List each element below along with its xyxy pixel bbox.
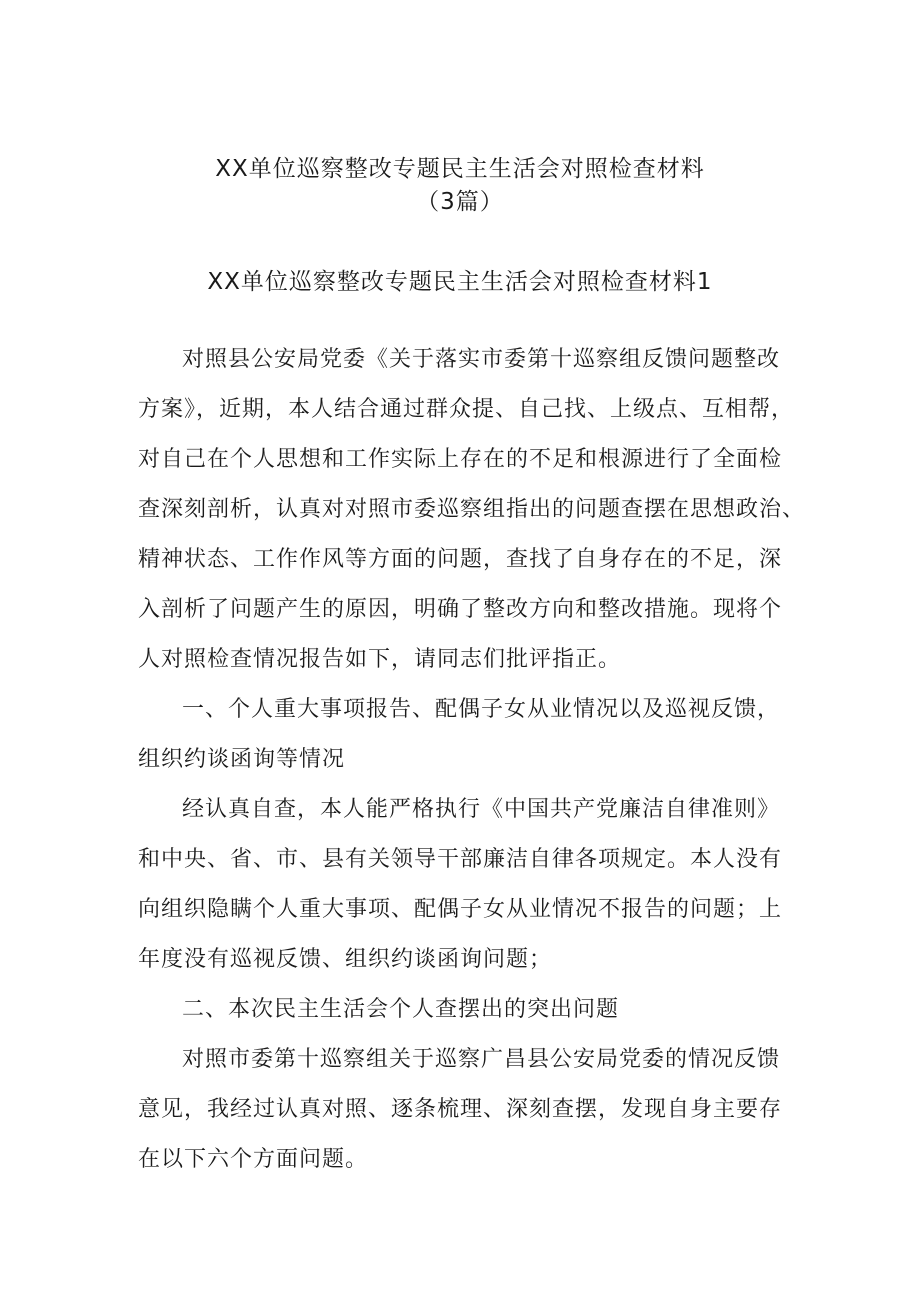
paragraph-line: 人对照检查情况报告如下，请同志们批评指正。: [138, 647, 622, 672]
document-title-line-1: XX单位巡察整改专题民主生活会对照检查材料: [215, 156, 705, 182]
paragraph-line: 向组织隐瞒个人重大事项、配偶子女从业情况不报告的问题；上: [138, 897, 783, 922]
paragraph-line: 在以下六个方面问题。: [138, 1147, 369, 1172]
document-body: [138, 335, 806, 1185]
paragraph-line: 二、本次民主生活会个人查摆出的突出问题: [182, 997, 620, 1022]
paragraph-line: 对照县公安局党委《关于落实市委第十巡察组反馈问题整改: [182, 347, 781, 372]
document-title: [0, 153, 920, 219]
subheading-one: [138, 685, 790, 785]
paragraph-line: 意见，我经过认真对照、逐条梳理、深刻查摆，发现自身主要存: [138, 1097, 783, 1122]
paragraph-line: 年度没有巡视反馈、组织约谈函询问题；: [138, 947, 553, 972]
paragraph-line: 组织约谈函询等情况: [138, 747, 346, 772]
paragraph-line: 入剖析了问题产生的原因，明确了整改方向和整改措施。现将个: [138, 597, 783, 622]
section-heading: XX单位巡察整改专题民主生活会对照检查材料1: [207, 269, 713, 295]
paragraph-self-check: [138, 785, 790, 985]
paragraph-line: 方案》，近期，本人结合通过群众提、自己找、上级点、互相帮，: [138, 397, 795, 422]
paragraph-line: 查深刻剖析，认真对对照市委巡察组指出的问题查摆在思想政治、: [138, 497, 806, 522]
paragraph-line: 精神状态、工作作风等方面的问题，查找了自身存在的不足，深: [138, 547, 783, 572]
subheading-two: [138, 985, 790, 1035]
paragraph-line: 经认真自查，本人能严格执行《中国共产党廉洁自律准则》: [182, 797, 781, 822]
paragraph-line: 对照市委第十巡察组关于巡察广昌县公安局党委的情况反馈: [182, 1047, 781, 1072]
paragraph-problems: [138, 1035, 790, 1185]
paragraph-intro: [138, 335, 806, 685]
paragraph-line: 和中央、省、市、县有关领导干部廉洁自律各项规定。本人没有: [138, 847, 783, 872]
paragraph-line: 对自己在个人思想和工作实际上存在的不足和根源进行了全面检: [138, 447, 783, 472]
paragraph-line: 一、个人重大事项报告、配偶子女从业情况以及巡视反馈，: [182, 697, 781, 722]
document-title-line-2: （3篇）: [416, 189, 504, 215]
